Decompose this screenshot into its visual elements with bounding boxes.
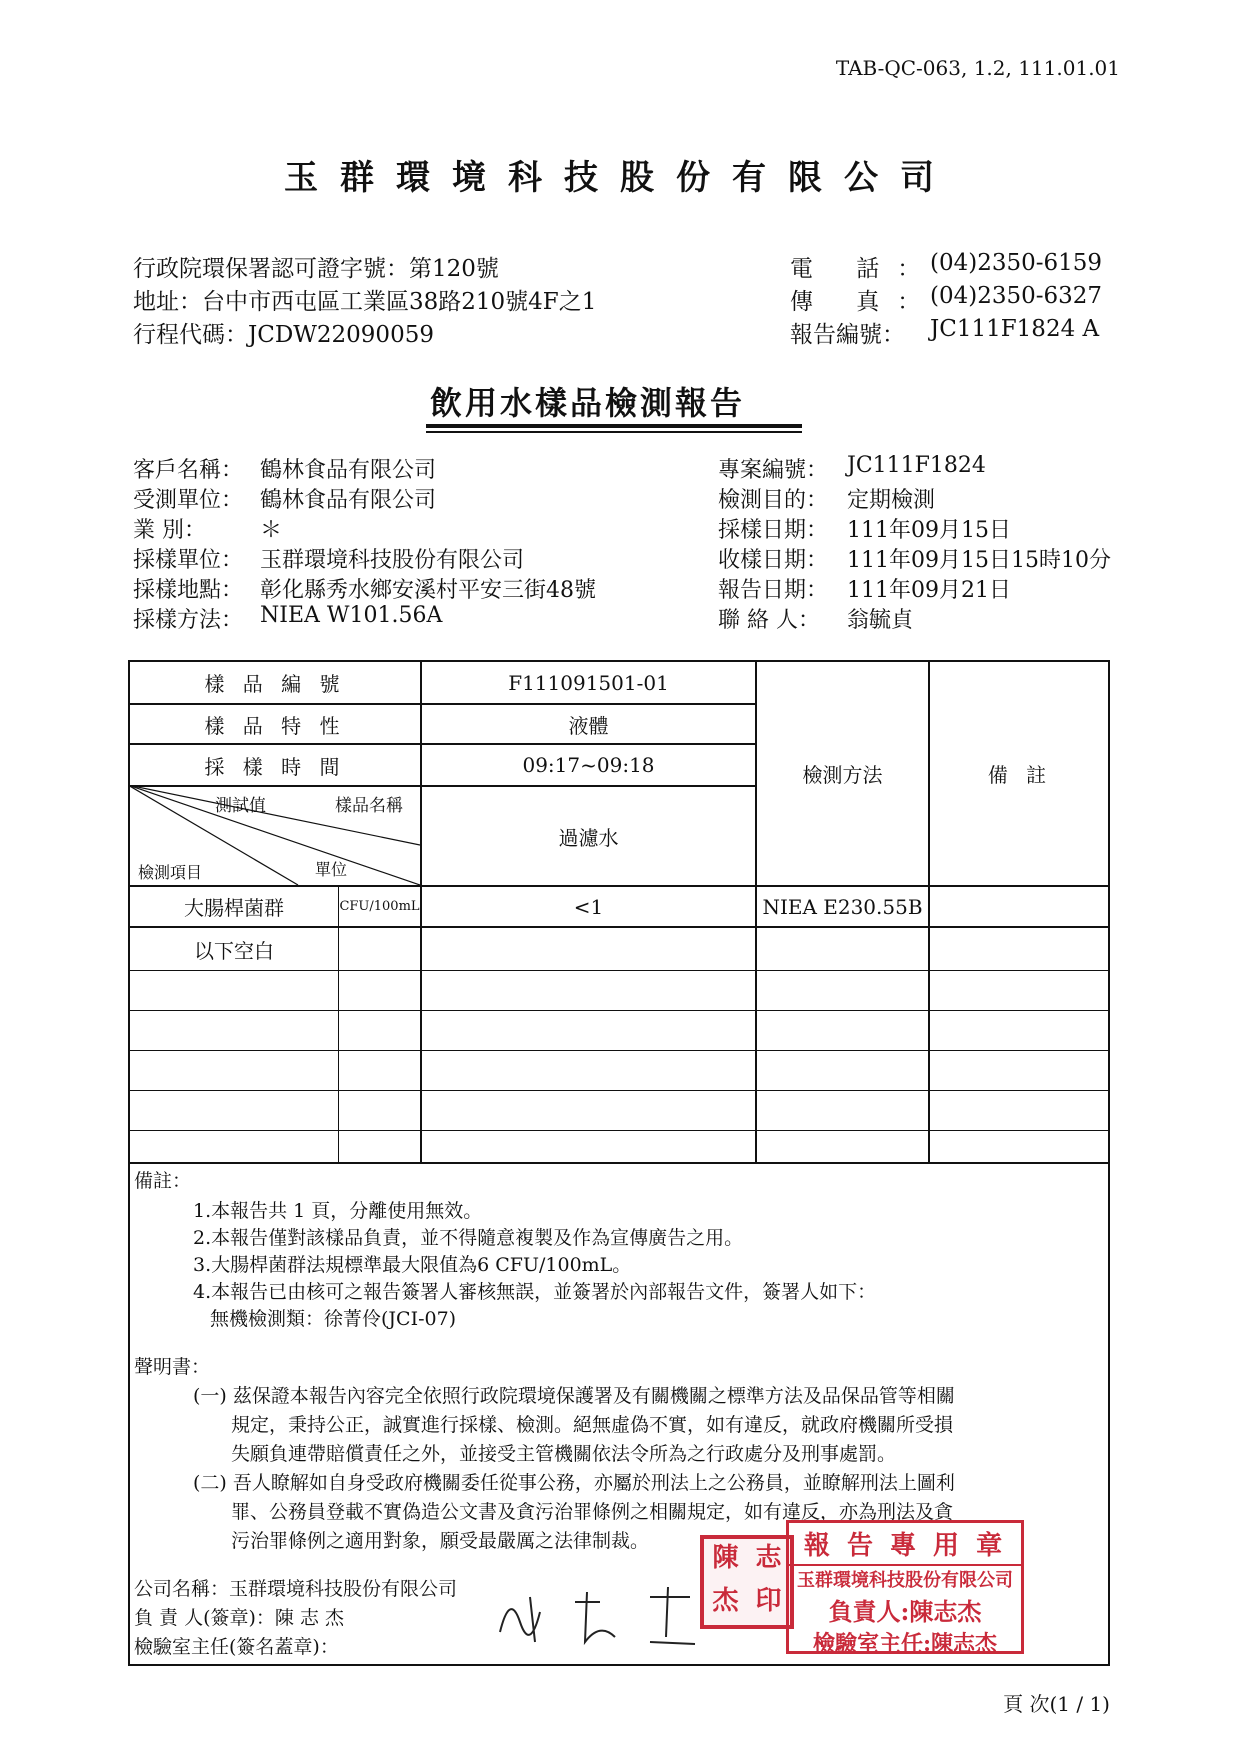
- diag-item: 檢測項目: [138, 863, 203, 882]
- row-divider: [128, 1010, 1110, 1011]
- info-right-label: 專案編號：: [718, 458, 829, 483]
- info-left-value: 鶴林食品有限公司: [260, 458, 437, 483]
- title-underline: [426, 424, 802, 428]
- seal-line: 檢驗室主任:陳志杰: [812, 1631, 998, 1657]
- seal-char: 陳: [712, 1543, 739, 1573]
- info-left-label: 業 別：: [133, 518, 206, 543]
- row1-remark: [930, 887, 1110, 926]
- info-right-label: 收樣日期：: [718, 548, 829, 573]
- diag-test-value: 測試值: [215, 796, 266, 816]
- row-divider: [128, 970, 1110, 971]
- statement-5: 罪、公務員登載不實偽造公文書及貪污治罪條例之相關規定，如有違反，亦為刑法及貪: [231, 1501, 954, 1523]
- diag-unit: 單位: [315, 860, 348, 879]
- row-divider: [128, 1162, 1110, 1164]
- statement-4: (二) 吾人瞭解如自身受政府機關委任從事公務，亦屬於刑法上之公務員，並瞭解刑法上圖利: [193, 1472, 955, 1494]
- phone: (04)2350-6159: [930, 250, 1103, 276]
- info-right-value: 定期檢測: [847, 488, 936, 513]
- diag-sample-name: 樣品名稱: [335, 796, 403, 816]
- row1-value: <1: [573, 894, 604, 919]
- row-divider: [128, 1050, 1110, 1051]
- note-2: 2.本報告僅對該樣品負責，並不得隨意複製及作為宣傳廣告之用。: [193, 1227, 744, 1249]
- fax-label: 傳 真：: [790, 289, 939, 315]
- row2-unit: [339, 928, 420, 970]
- address: 地址：台中市西屯區工業區38路210號4F之1: [133, 289, 597, 315]
- info-right-label: 報告日期：: [718, 578, 829, 603]
- license-number: 行政院環保署認可證字號：第120號: [133, 256, 499, 282]
- note-4: 4.本報告已由核可之報告簽署人審核無誤，並簽署於內部報告文件，簽署人如下：: [193, 1281, 877, 1303]
- info-left-label: 受測單位：: [133, 488, 244, 513]
- statement-title: 聲明書：: [134, 1356, 211, 1378]
- notes-title: 備註：: [134, 1170, 192, 1192]
- info-left-value: 彰化縣秀水鄉安溪村平安三街48號: [260, 578, 596, 603]
- row1-method: NIEA E230.55B: [762, 894, 923, 919]
- footer-company: 公司名稱：玉群環境科技股份有限公司: [134, 1578, 458, 1600]
- seal-char: 杰: [712, 1586, 739, 1616]
- info-right-value: 翁毓貞: [847, 608, 914, 633]
- sample-char: 液體: [568, 713, 609, 738]
- footer-lab-head: 檢驗室主任(簽名蓋章)：: [134, 1636, 339, 1658]
- report-seal: [786, 1520, 1024, 1657]
- seal-line: 負責人:陳志杰: [828, 1597, 982, 1626]
- info-right-value: 111年09月21日: [847, 578, 1011, 603]
- report-title: 飲用水樣品檢測報告: [430, 384, 746, 422]
- seal-char: 志: [755, 1543, 782, 1573]
- info-left-label: 採樣方法：: [133, 608, 244, 633]
- page-number: 頁 次(1 / 1): [1003, 1692, 1110, 1716]
- report-title-block: [430, 378, 745, 424]
- title-underline-thin: [426, 431, 802, 433]
- seal-line: 玉群環境科技股份有限公司: [789, 1564, 1021, 1592]
- info-left-value: 玉群環境科技股份有限公司: [260, 548, 525, 573]
- note-3: 3.大腸桿菌群法規標準最大限值為6 CFU/100mL。: [193, 1254, 632, 1276]
- row1-item: 大腸桿菌群: [184, 896, 284, 920]
- info-left-label: 採樣地點：: [133, 578, 244, 603]
- statement-6: 污治罪條例之適用對象，願受最嚴厲之法律制裁。: [231, 1530, 650, 1552]
- footer-responsible: 負 責 人(簽章)：陳 志 杰: [134, 1607, 344, 1629]
- col-divider: [338, 885, 339, 1163]
- fax: (04)2350-6327: [930, 283, 1103, 309]
- remarks-header: 備 註: [987, 763, 1053, 787]
- info-right-value: 111年09月15日15時10分: [847, 548, 1111, 573]
- statement-1: (一) 茲保證本報告內容完全依照行政院環境保護署及有關機關之標準方法及品保品管等相關: [193, 1385, 955, 1407]
- info-left-label: 採樣單位：: [133, 548, 244, 573]
- sample-no-label: 樣 品 編 號: [204, 672, 346, 696]
- info-left-value: ＊: [260, 518, 283, 543]
- report-number: JC111F1824 A: [930, 316, 1100, 342]
- document-code: TAB-QC-063, 1.2, 111.01.01: [835, 56, 1120, 80]
- company-name: 玉群環境科技股份有限公司: [284, 158, 956, 198]
- info-right-label: 聯 絡 人：: [718, 608, 820, 633]
- statement-3: 失願負連帶賠償責任之外，並接受主管機關依法令所為之行政處分及刑事處罰。: [231, 1443, 897, 1465]
- trip-code: 行程代碼：JCDW22090059: [133, 322, 434, 348]
- note-5: 無機檢測類：徐菁伶(JCI-07): [210, 1308, 457, 1330]
- info-right-label: 採樣日期：: [718, 518, 829, 543]
- row2-value: [422, 928, 755, 970]
- handwritten-signature: [490, 1582, 710, 1665]
- row2-method: [757, 928, 928, 970]
- seal-line: 報 告 專 用 章: [803, 1531, 1007, 1561]
- info-left-label: 客戶名稱：: [133, 458, 244, 483]
- phone-label: 電 話：: [790, 256, 939, 282]
- row1-unit: CFU/100mL: [339, 899, 420, 914]
- row2-item: 以下空白: [194, 938, 274, 963]
- sample-char-label: 樣 品 特 性: [204, 713, 346, 738]
- info-right-value: JC111F1824: [847, 453, 986, 478]
- row-divider: [128, 1090, 1110, 1091]
- report-number-label: 報告編號：: [790, 322, 905, 348]
- row2-remark: [930, 928, 1110, 970]
- seal-char: 印: [755, 1586, 782, 1616]
- sample-time: 09:17~09:18: [522, 753, 655, 777]
- sample-name: 過濾水: [558, 825, 619, 850]
- info-right-label: 檢測目的：: [718, 488, 829, 513]
- info-right-value: 111年09月15日: [847, 518, 1011, 543]
- note-1: 1.本報告共 1 頁，分離使用無效。: [193, 1200, 483, 1222]
- sample-no: F111091501-01: [508, 670, 669, 695]
- info-left-value: NIEA W101.56A: [260, 603, 443, 628]
- personal-seal: [700, 1535, 794, 1629]
- row-divider: [128, 1130, 1110, 1131]
- method-header: 檢測方法: [802, 763, 883, 787]
- info-left-value: 鶴林食品有限公司: [260, 488, 437, 513]
- statement-2: 規定，秉持公正，誠實進行採樣、檢測。絕無虛偽不實，如有違反，就政府機關所受損: [231, 1414, 954, 1436]
- sample-time-label: 採 樣 時 間: [204, 754, 346, 779]
